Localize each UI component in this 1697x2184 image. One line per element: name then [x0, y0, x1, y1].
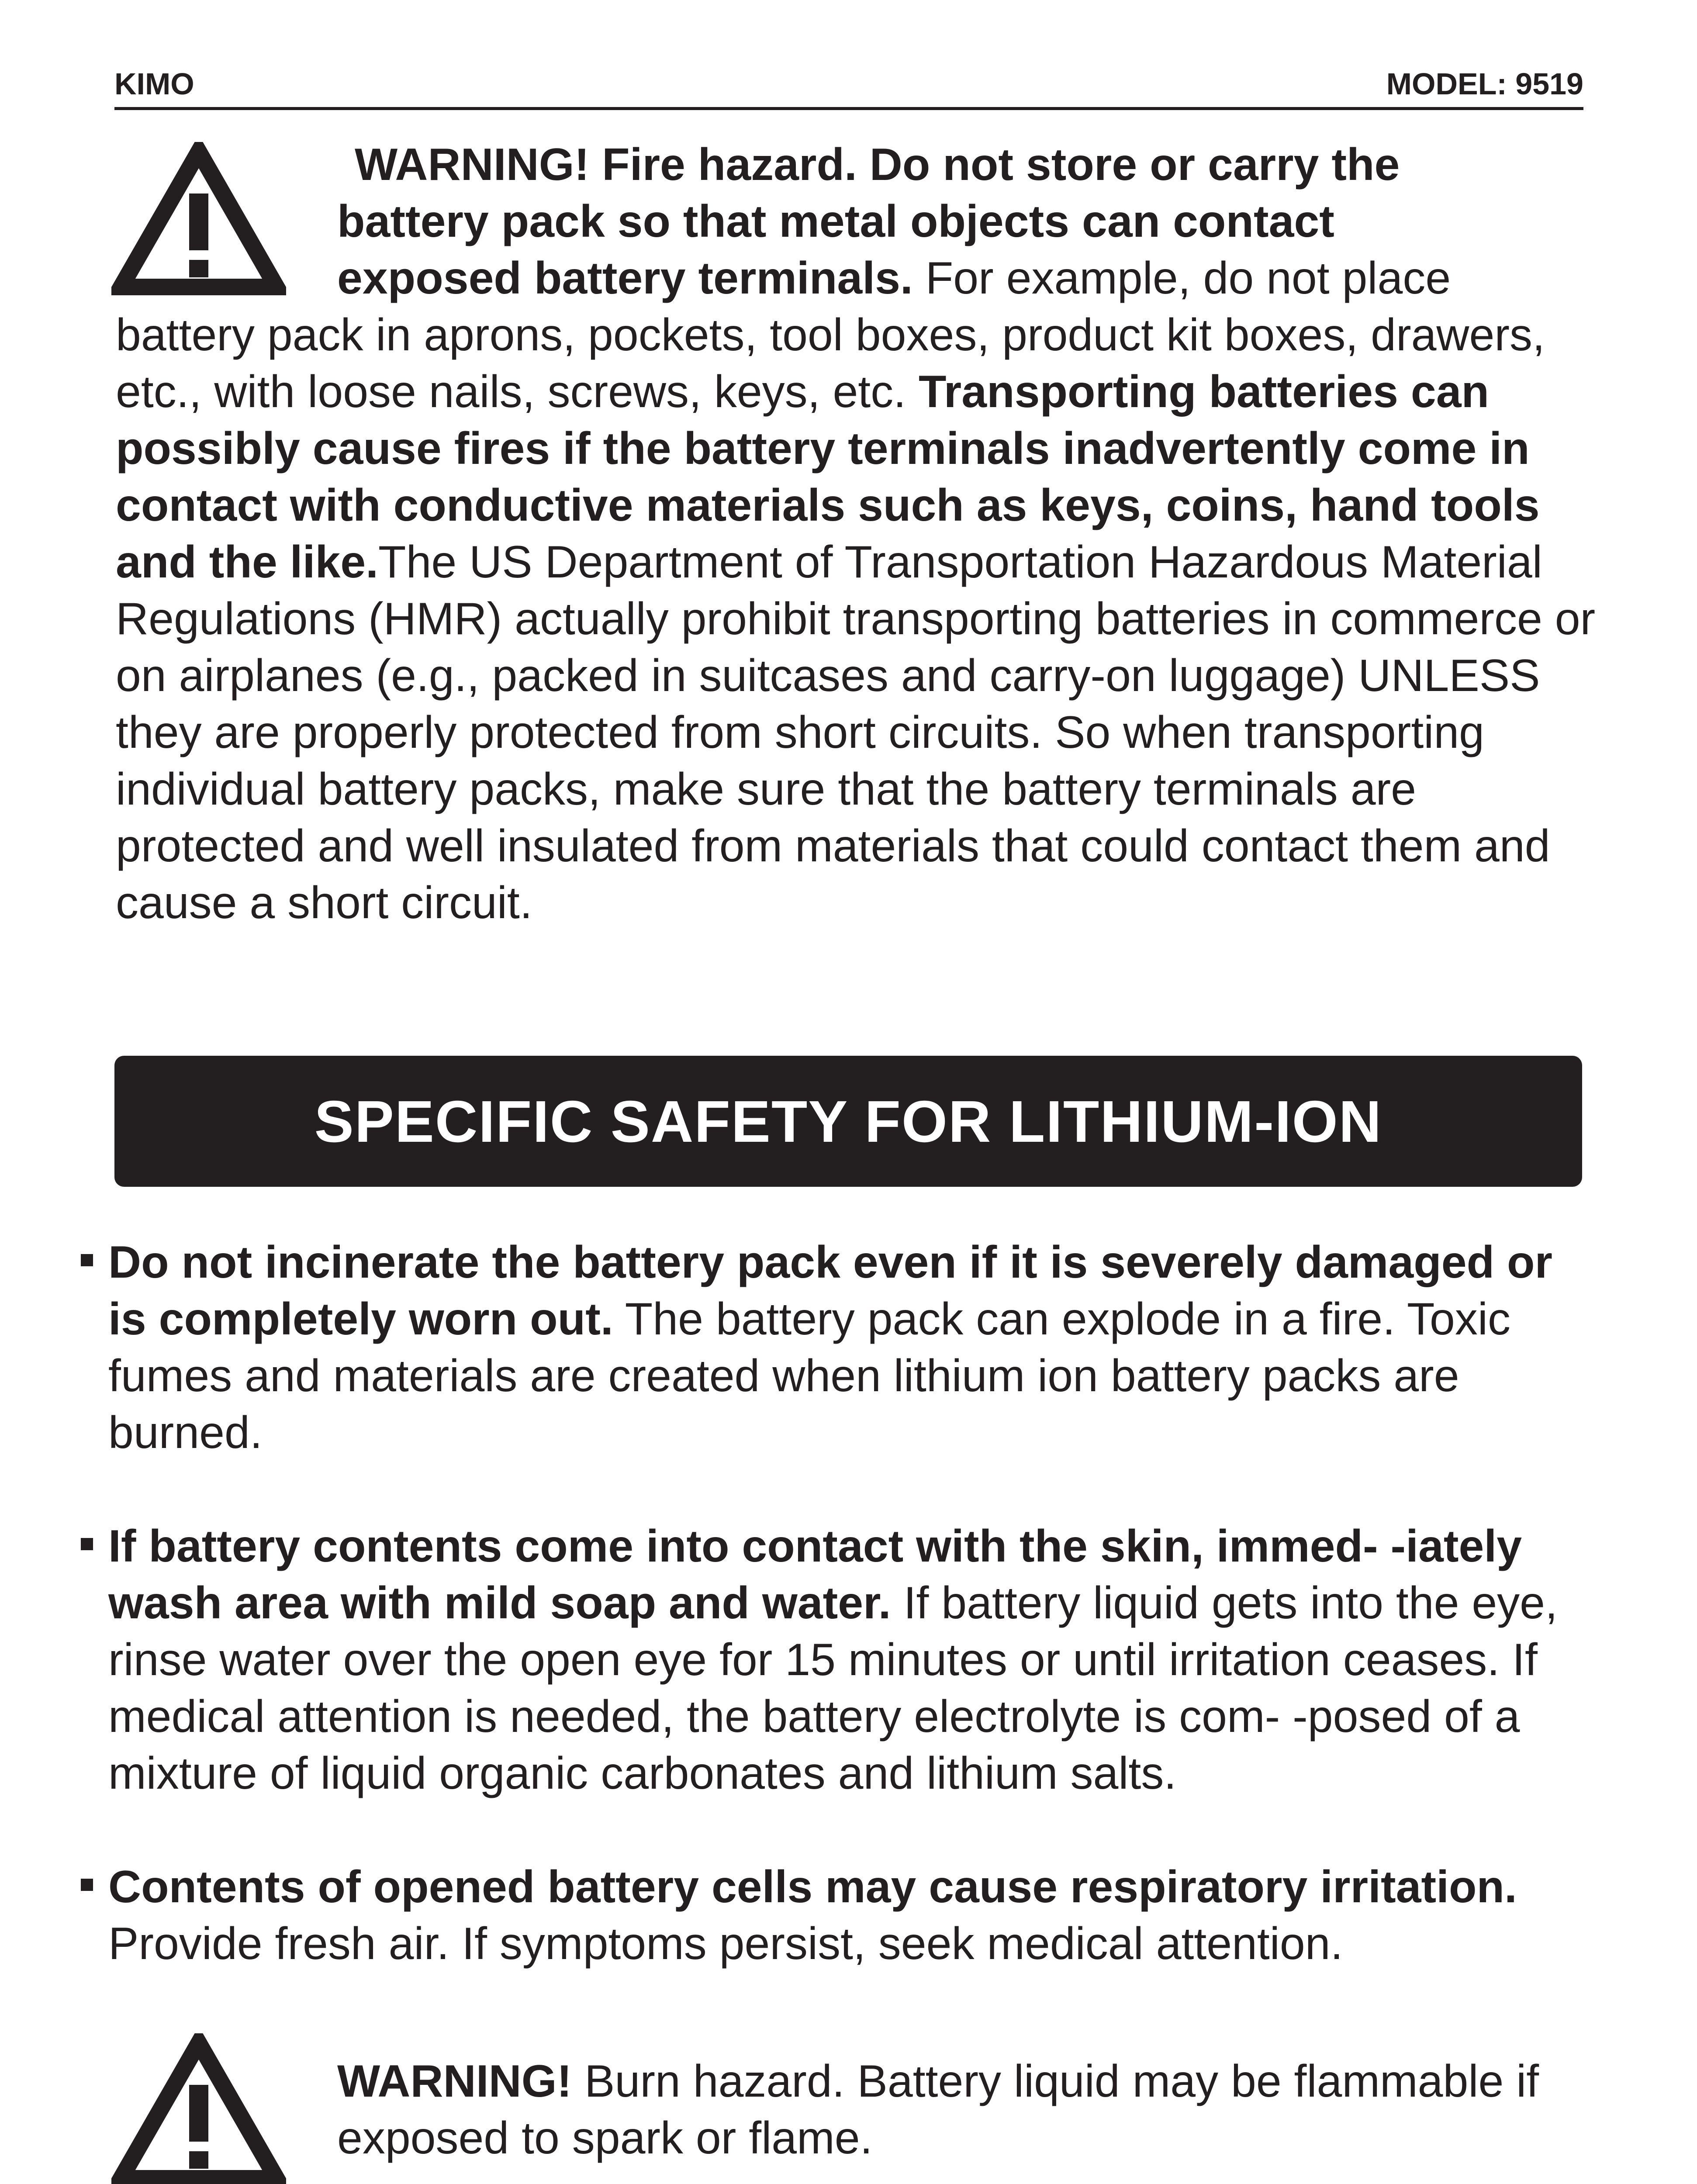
fire-warning-line-3-bold: exposed battery terminals.	[337, 253, 913, 304]
fire-warning-body	[116, 307, 1601, 931]
burn-warning	[337, 2053, 1626, 2167]
warning-triangle-icon	[111, 2033, 286, 2184]
header-model: MODEL: 9519	[1386, 67, 1583, 101]
bullet-text: Provide fresh air. If symptoms persist, seek medical attention.	[108, 1918, 1343, 1969]
header-brand: KIMO	[114, 67, 194, 101]
list-item	[81, 1859, 1601, 1972]
header-divider	[114, 107, 1583, 110]
fire-warning-heading	[337, 136, 1604, 307]
fire-warning-body-text-1: battery pack in aprons, pockets, tool boxes, product kit boxes, drawers, etc., with loose nails, screws, keys, etc.	[116, 310, 1545, 417]
bullet-text: If battery liquid gets into the eye, rinse water over the open eye for 15 minutes or until irritation ceases. If medical attention is needed, the battery electrolyte is com- -posed of a mixture of liquid organic carbonates and lithium salts.	[108, 1578, 1558, 1799]
fire-warning-line-3-text: For example, do not place	[912, 253, 1451, 304]
bullet-icon	[81, 1254, 93, 1266]
bullet-icon	[81, 1879, 93, 1891]
burn-warning-text: Burn hazard. Battery liquid may be flammable if exposed to spark or flame.	[337, 2056, 1539, 2163]
bullet-bold-text: If battery contents come into contact with the skin, immed- -iately wash area with mild soap and water.	[108, 1521, 1522, 1628]
bullet-bold-text: Do not incinerate the battery pack even if it is severely damaged or is completely worn out.	[108, 1237, 1553, 1344]
bullet-bold-text: Contents of opened battery cells may cause respiratory irritation.	[108, 1862, 1517, 1912]
bullet-text: The battery pack can explode in a fire. Toxic fumes and materials are created when lithium ion battery packs are burned.	[108, 1294, 1510, 1458]
fire-warning-body-text-2: The US Department of Transportation Hazardous Material Regulations (HMR) actually prohibit transporting batteries in commerce or on airplanes (e.g., packed in suitcases and carry-on luggage) UNLESS they are properly protected from short circuits. So when transporting individual battery packs, make sure that the battery terminals are protected and well insulated from materials that could contact them and cause a short circuit.	[116, 537, 1596, 928]
section-title: SPECIFIC SAFETY FOR LITHIUM-ION	[314, 1088, 1382, 1154]
section-banner	[114, 1056, 1582, 1187]
fire-warning-line-2: battery pack so that metal objects can contact	[337, 196, 1334, 247]
list-item	[81, 1234, 1601, 1461]
fire-warning-body-bold: Transporting batteries can possibly cause fires if the battery terminals inadvertently come in contact with conductive materials such as keys, coins, hand tools and the like.	[116, 366, 1540, 587]
bullet-icon	[81, 1538, 93, 1550]
burn-warning-label: WARNING!	[337, 2056, 572, 2107]
list-item	[81, 1518, 1601, 1802]
fire-warning-line-1: WARNING! Fire hazard. Do not store or carry the	[355, 139, 1400, 190]
warning-triangle-icon	[111, 142, 286, 297]
